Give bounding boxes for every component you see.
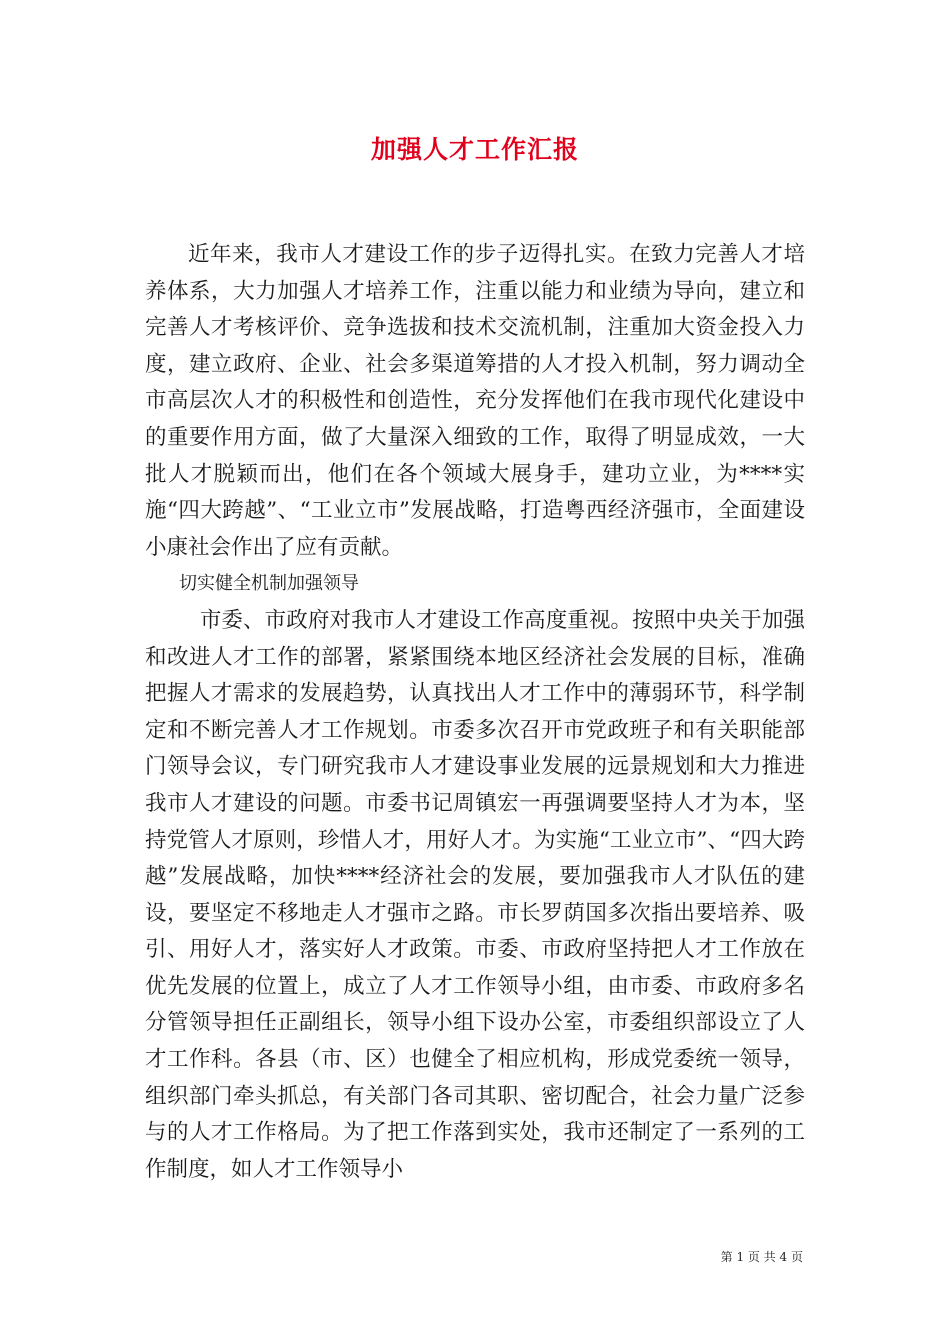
intro-paragraph: 近年来，我市人才建设工作的步子迈得扎实。在致力完善人才培养体系，大力加强人才培养工作，注重以能力和业绩为导向，建立和完善人才考核评价、竞争选拔和技术交流机制，注重加大资金投入力度，建立政府、企业、社会多渠道筹措的人才投入机制，努力调动全市高层次人才的积极性和创造性，充分发挥他们在我市现代化建设中的重要作用方面，做了大量深入细致的工作，取得了明显成效，一大批人才脱颖而出，他们在各个领域大展身手，建功立业，为****实施“四大跨越”、“工业立市”发展战略，打造粤西经济强市，全面建设小康社会作出了应有贡献。	[145, 242, 805, 560]
section-paragraph: 市委、市政府对我市人才建设工作高度重视。按照中央关于加强和改进人才工作的部署，紧紧围绕本地区经济社会发展的目标，准确把握人才需求的发展趋势，认真找出人才工作中的薄弱环节，科学制定和不断完善人才工作规划。市委多次召开市党政班子和有关职能部门领导会议，专门研究我市人才建设事业发展的远景规划和大力推进我市人才建设的问题。市委书记周镇宏一再强调要坚持人才为本，坚持党管人才原则，珍惜人才，用好人才。为实施“工业立市”、“四大跨越”发展战略，加快****经济社会的发展，要加强我市人才队伍的建设，要坚定不移地走人才强市之路。市长罗荫国多次指出要培养、吸引、用好人才，落实好人才政策。市委、市政府坚持把人才工作放在优先发展的位置上，成立了人才工作领导小组，由市委、市政府多名分管领导担任正副组长，领导小组下设办公室，市委组织部设立了人才工作科。各县（市、区）也健全了相应机构，形成党委统一领导，组织部门牵头抓总，有关部门各司其职、密切配合，社会力量广泛参与的人才工作格局。为了把工作落到实处，我市还制定了一系列的工作制度，如人才工作领导小	[145, 607, 805, 1182]
section-heading: 切实健全机制加强领导	[179, 573, 359, 595]
page-number: 第 1 页 共 4 页	[720, 1250, 803, 1264]
document-title: 加强人才工作汇报	[370, 135, 579, 164]
document-body	[145, 237, 805, 1188]
